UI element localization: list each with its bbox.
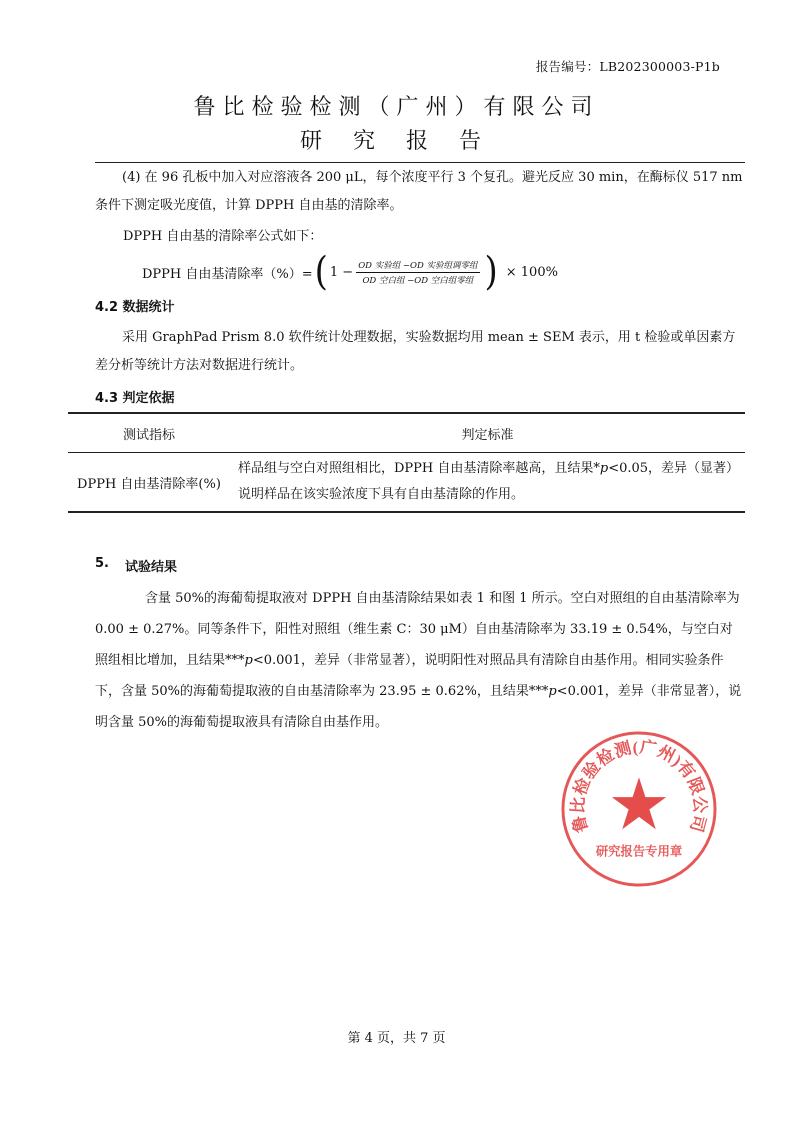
method-step-4: (4) 在 96 孔板中加入对应溶液各 200 μL，每个浓度平行 3 个复孔。避光反应 30 min，在酶标仪 517 nm 条件下测定吸光度值，计算 DPPH 自由基的清除率。	[95, 170, 743, 213]
formula-left-paren: (	[314, 249, 328, 295]
table-row	[68, 453, 745, 513]
results-paragraph	[95, 583, 745, 738]
table-header-cell: 测试指标	[122, 427, 175, 443]
indicator-cell: DPPH 自由基清除率(%)	[77, 476, 221, 492]
formula-numerator: OD 实验组 −OD 实验组调零组	[358, 260, 478, 271]
section-5-number: 5.	[95, 556, 109, 571]
section-4-3-title: 4.3 判定依据	[95, 391, 175, 406]
header-divider	[95, 162, 745, 163]
page-footer: 第 4 页，共 7 页	[347, 1031, 446, 1046]
criterion-cell	[230, 453, 745, 513]
formula-intro: DPPH 自由基的清除率公式如下：	[123, 229, 323, 244]
p-value-symbol: p	[548, 684, 557, 699]
results-text-1: 含量 50%的海葡萄提取液对 DPPH 自由基清除结果如表 1 和图 1 所示。空白对照组的自由基清除率为 0.00 ± 0.27%。同等条件下，阳性对照组（维生素 C：30 μM）自由基清除率为 33.19 ± 0.54%，与空白对照组相比增加，且结果***	[95, 591, 740, 668]
formula-one-minus: 1 −	[329, 264, 354, 280]
official-seal-stamp	[560, 730, 718, 888]
formula-denominator: OD 空白组 −OD 空白组零组	[362, 275, 474, 286]
criterion-text-a: 样品组与空白对照组相比，DPPH 自由基清除率越高，且结果*	[238, 461, 600, 476]
formula-right-paren: )	[484, 249, 498, 295]
section-5-title	[95, 556, 177, 575]
table-header-row	[68, 413, 745, 453]
section-4-2-title: 4.2 数据统计	[95, 300, 175, 315]
table-header-cell: 判定标准	[461, 427, 514, 443]
formula-times: × 100%	[505, 264, 558, 280]
report-type-title: 研 究 报 告	[300, 129, 493, 154]
p-value-symbol: p	[244, 653, 253, 668]
p-value-symbol: p	[599, 461, 609, 476]
seal-star-icon	[612, 777, 666, 829]
seal-center-text: 研究报告专用章	[595, 844, 683, 859]
report-number: 报告编号：LB202300003-P1b	[535, 59, 720, 74]
results-text-3: <0.001，差异（非常显著），说明含量 50%的海葡萄提取液具有清除自由基作用。	[95, 684, 742, 730]
company-name: 鲁比检验检测（广州）有限公司	[193, 95, 600, 120]
results-text-2: <0.001，差异（非常显著），说明阳性对照品具有清除自由基作用。相同实验条件下，含量 50%的海葡萄提取液的自由基清除率为 23.95 ± 0.62%，且结果***	[95, 653, 724, 699]
criteria-table	[68, 412, 745, 513]
criterion-text-b: <0.05，差异（显著）说明样品在该实验浓度下具有自由基清除的作用。	[238, 461, 740, 502]
section-4-2-body: 采用 GraphPad Prism 8.0 软件统计处理数据，实验数据均用 mean ± SEM 表示，用 t 检验或单因素方差分析等统计方法对数据进行统计。	[95, 330, 736, 373]
seal-ring-text: 鲁比检验检测(广州)有限公司	[568, 737, 710, 835]
formula-lhs: DPPH 自由基清除率（%）=	[142, 266, 313, 282]
section-5-label: 试验结果	[124, 560, 177, 575]
formula-fraction	[356, 259, 479, 286]
clearance-formula	[142, 249, 558, 295]
